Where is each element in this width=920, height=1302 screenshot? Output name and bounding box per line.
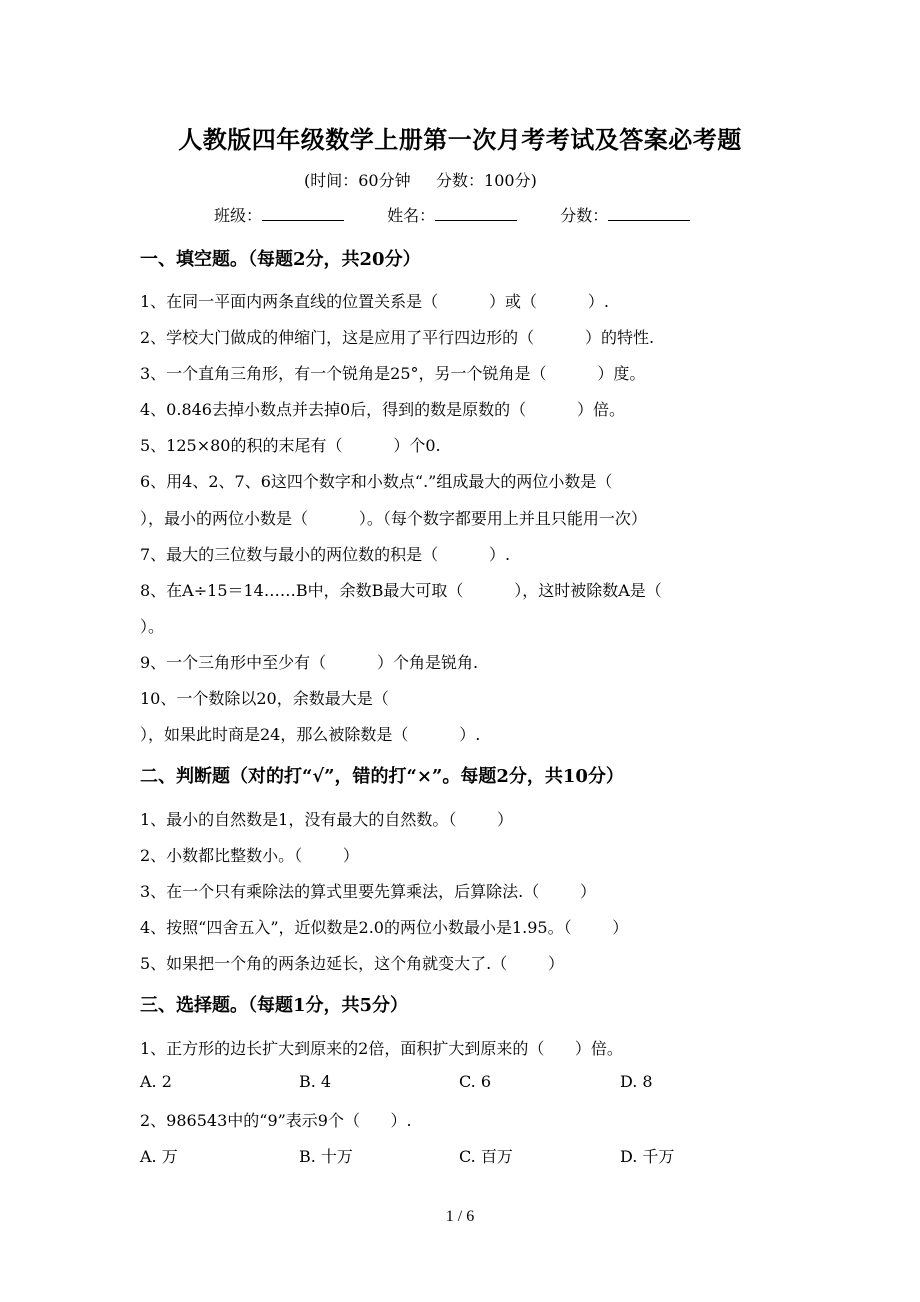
fill-question-10-line1: 10、一个数除以20，余数最大是（: [140, 689, 389, 708]
choice-question-1-option-a[interactable]: A. 2: [140, 1072, 172, 1091]
judge-question-1: 1、最小的自然数是1，没有最大的自然数。（ ）: [140, 810, 514, 829]
choice-question-1-option-b[interactable]: B. 4: [299, 1072, 332, 1091]
fill-question-1: 1、在同一平面内两条直线的位置关系是（ ）或（ ）.: [140, 292, 609, 311]
choice-question-1-option-c[interactable]: C. 6: [459, 1072, 492, 1091]
choice-question-1-option-d[interactable]: D. 8: [620, 1072, 653, 1091]
judge-question-2: 2、小数都比整数小。（ ）: [140, 846, 359, 865]
section3-heading: 三、选择题。（每题1分，共5分）: [140, 995, 409, 1016]
fill-question-6-line2: ），最小的两位小数是（ ）。（每个数字都要用上并且只能用一次）: [140, 509, 647, 528]
judge-question-5: 5、如果把一个角的两条边延长，这个角就变大了.（ ）: [140, 954, 564, 973]
class-blank[interactable]: [262, 206, 344, 221]
section2-heading: 二、判断题（对的打“√”，错的打“×”。每题2分，共10分）: [140, 766, 624, 787]
fill-question-3: 3、一个直角三角形，有一个锐角是25°，另一个锐角是（ ）度。: [140, 364, 646, 383]
choice-question-2-option-d[interactable]: D. 千万: [620, 1147, 675, 1166]
choice-question-2: 2、986543中的“9”表示9个（ ）.: [140, 1111, 412, 1130]
student-info-row: [214, 203, 690, 226]
fill-question-7: 7、最大的三位数与最小的两位数的积是（ ）.: [140, 545, 511, 564]
score-label: 分数：: [560, 206, 609, 225]
fill-question-4: 4、0.846去掉小数点并去掉0后，得到的数是原数的（ ）倍。: [140, 400, 626, 419]
score-blank[interactable]: [608, 206, 690, 221]
fill-question-2: 2、学校大门做成的伸缩门，这是应用了平行四边形的（ ）的特性.: [140, 328, 655, 347]
section1-heading: 一、填空题。（每题2分，共20分）: [140, 249, 421, 270]
judge-question-4: 4、按照“四舍五入”，近似数是2.0的两位小数最小是1.95。（ ）: [140, 918, 629, 937]
fill-question-8-line1: 8、在A÷15＝14……B中，余数B最大可取（ ），这时被除数A是（: [140, 581, 662, 600]
fill-question-9: 9、一个三角形中至少有（ ）个角是锐角.: [140, 653, 479, 672]
choice-question-2-option-c[interactable]: C. 百万: [459, 1147, 513, 1166]
choice-question-2-option-b[interactable]: B. 十万: [299, 1147, 353, 1166]
fill-question-5: 5、125×80的积的末尾有（ ）个0.: [140, 436, 441, 455]
name-label: 姓名：: [387, 206, 436, 225]
exam-meta: (时间：60分钟 分数：100分): [304, 171, 537, 190]
fill-question-8-line2: ）。: [140, 617, 165, 636]
class-label: 班级：: [214, 206, 263, 225]
choice-question-2-option-a[interactable]: A. 万: [140, 1147, 178, 1166]
judge-question-3: 3、在一个只有乘除法的算式里要先算乘法，后算除法.（ ）: [140, 882, 596, 901]
page-number: 1 / 6: [445, 1208, 475, 1225]
exam-title: 人教版四年级数学上册第一次月考考试及答案必考题: [178, 125, 742, 154]
name-blank[interactable]: [435, 206, 517, 221]
fill-question-6-line1: 6、用4、2、7、6这四个数字和小数点“.”组成最大的两位小数是（: [140, 472, 613, 491]
choice-question-1: 1、正方形的边长扩大到原来的2倍，面积扩大到原来的（ ）倍。: [140, 1039, 623, 1058]
fill-question-10-line2: ），如果此时商是24，那么被除数是（ ）.: [140, 725, 481, 744]
